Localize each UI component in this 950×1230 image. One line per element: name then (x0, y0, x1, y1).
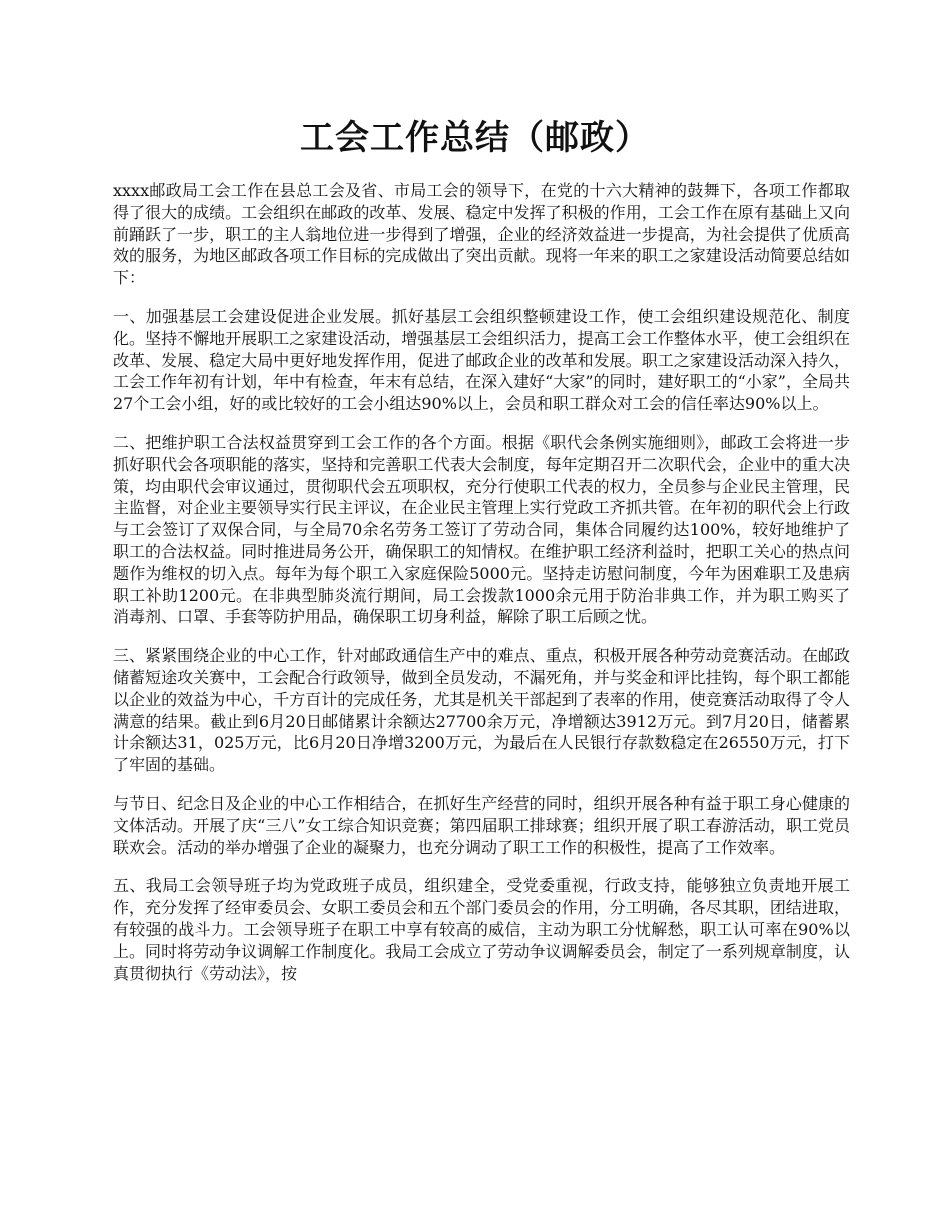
paragraph-section-2: 二、把维护职工合法权益贯穿到工会工作的各个方面。根据《职代会条例实施细则》，邮政工会将进一步抓好职代会各项职能的落实，坚持和完善职工代表大会制度，每年定期召开二次职代会，企业中的重大决策，均由职代会审议通过，贯彻职代会五项职权，充分行使职工代表的权力，全员参与企业民主管理，民主监督，对企业主要领导实行民主评议，在企业民主管理上实行党政工齐抓共管。在年初的职代会上行政与工会签订了双保合同，与全局70余名劳务工签订了劳动合同，集体合同履约达100%，较好地维护了职工的合法权益。同时推进局务公开，确保职工的知情权。在维护职工经济利益时，把职工关心的热点问题作为维权的切入点。每年为每个职工入家庭保险5000元。坚持走访慰问制度，今年为困难职工及患病职工补助1200元。在非典型肺炎流行期间，局工会拨款1000余元用于防治非典工作，并为职工购买了消毒剂、口罩、手套等防护用品，确保职工切身利益，解除了职工后顾之忧。 (113, 432, 850, 627)
paragraph-section-5: 五、我局工会领导班子均为党政班子成员，组织建全，受党委重视，行政支持，能够独立负责地开展工作，充分发挥了经审委员会、女职工委员会和五个部门委员会的作用，分工明确，各尽其职，团结进取，有较强的战斗力。工会领导班子在职工中享有较高的威信，主动为职工分忧解愁，职工认可率在90%以上。同时将劳动争议调解工作制度化。我局工会成立了劳动争议调解委员会，制定了一系列规章制度，认真贯彻执行《劳动法》，按 (113, 876, 850, 983)
document-title: 工会工作总结（邮政） (300, 118, 650, 158)
paragraph-section-3: 三、紧紧围绕企业的中心工作，针对邮政通信生产中的难点、重点，积极开展各种劳动竞赛活动。在邮政储蓄短途攻关赛中，工会配合行政领导，做到全员发动，不漏死角，并与奖金和评比挂钩，每个职工都能以企业的效益为中心，千方百计的完成任务，尤其是机关干部起到了表率的作用，使竞赛活动取得了令人满意的结果。截止到6月20日邮储累计余额达27700余万元，净增额达3912万元。到7月20日，储蓄累计余额达31，025万元，比6月20日净增3200万元，为最后在人民银行存款数稳定在26550万元，打下了牢固的基础。 (113, 646, 850, 775)
paragraph-intro: xxxx邮政局工会工作在县总工会及省、市局工会的领导下，在党的十六大精神的鼓舞下，各项工作都取得了很大的成绩。工会组织在邮政的改革、发展、稳定中发挥了积极的作用，工会工作在原有基础上又向前踊跃了一步，职工的主人翁地位进一步得到了增强，企业的经济效益进一步提高，为社会提供了优质高效的服务，为地区邮政各项工作目标的完成做出了突出贡献。现将一年来的职工之家建设活动简要总结如下： (113, 181, 850, 288)
paragraph-section-1: 一、加强基层工会建设促进企业发展。抓好基层工会组织整顿建设工作，使工会组织建设规范化、制度化。坚持不懈地开展职工之家建设活动，增强基层工会组织活力，提高工会工作整体水平，使工会组织在改革、发展、稳定大局中更好地发挥作用，促进了邮政企业的改革和发展。职工之家建设活动深入持久，工会工作年初有计划，年中有检查，年末有总结，在深入建好“大家”的同时，建好职工的“小家”，全局共27个工会小组，好的或比较好的工会小组达90%以上，会员和职工群众对工会的信任率达90%以上。 (113, 306, 850, 414)
document-body (113, 180, 850, 1001)
paragraph-section-4: 与节日、纪念日及企业的中心工作相结合，在抓好生产经营的同时，组织开展各种有益于职工身心健康的文体活动。开展了庆“三八”女工综合知识竞赛；第四届职工排球赛；组织开展了职工春游活动，职工党员联欢会。活动的举办增强了企业的凝聚力，也充分调动了职工工作的积极性，提高了工作效率。 (113, 793, 850, 857)
